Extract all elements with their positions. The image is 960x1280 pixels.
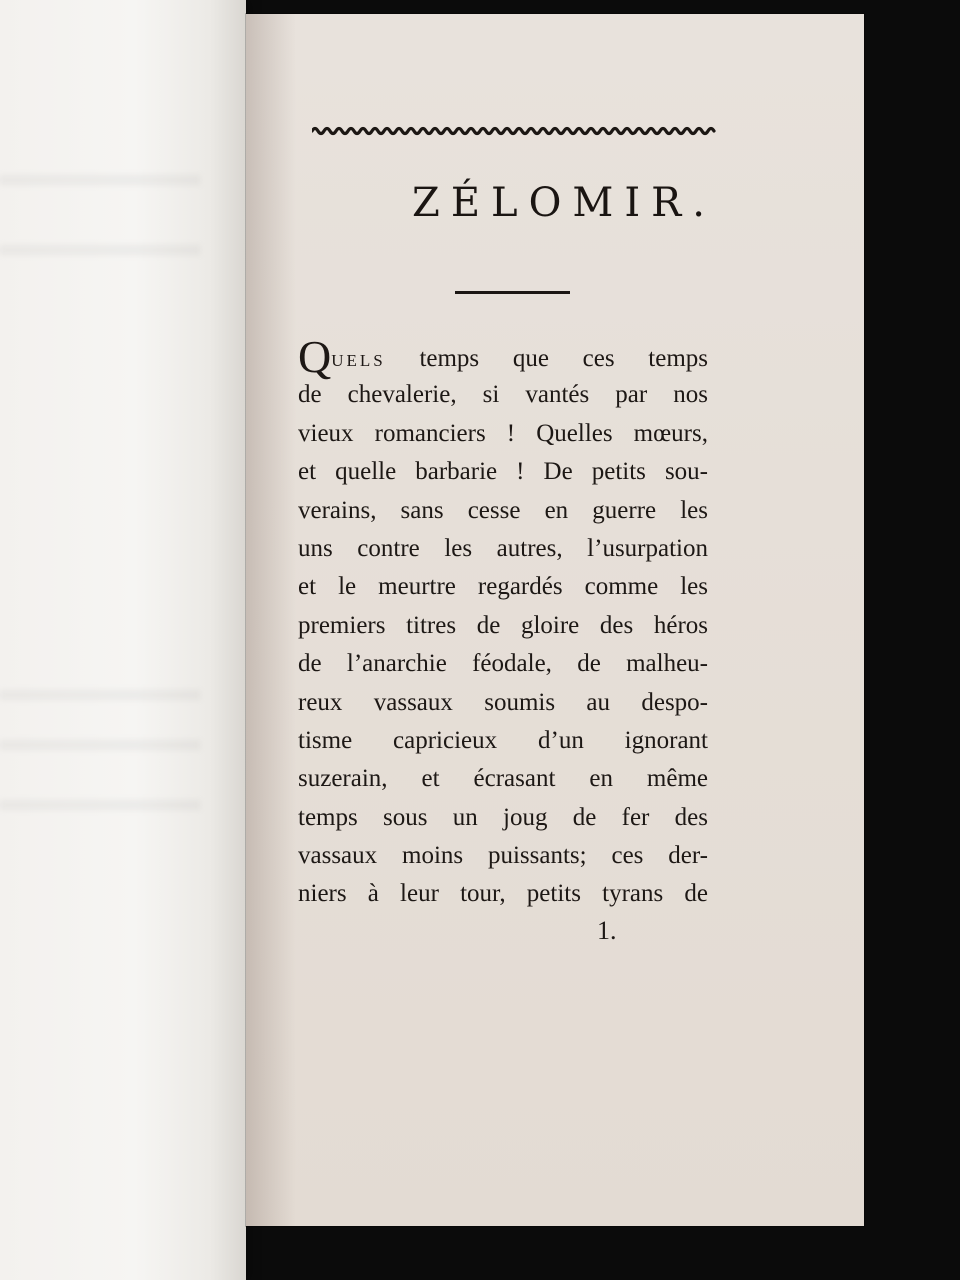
show-through-text <box>0 690 200 700</box>
show-through-text <box>0 740 200 750</box>
text-line: de l’anarchie féodale, de malheu- <box>298 650 708 678</box>
text-line: suzerain, et écrasant en même <box>298 765 708 793</box>
ornamental-border <box>312 124 716 138</box>
left-page <box>0 0 246 1280</box>
text-line: verains, sans cesse en guerre les <box>298 496 708 524</box>
text-line: de chevalerie, si vantés par nos <box>298 381 708 409</box>
first-line-text: temps que ces temps <box>419 345 708 372</box>
page-number: 1. <box>597 916 617 945</box>
text-line <box>298 331 708 382</box>
show-through-text <box>0 800 200 810</box>
text-line: vassaux moins puissants; ces der- <box>298 842 708 870</box>
title-rule <box>455 291 570 294</box>
drop-cap: Q <box>298 331 332 382</box>
text-line: niers à leur tour, petits tyrans de <box>298 880 708 908</box>
show-through-text <box>0 175 200 185</box>
text-line: tisme capricieux d’un ignorant <box>298 726 708 754</box>
text-line: vieux romanciers ! Quelles mœurs, <box>298 419 708 447</box>
show-through-text <box>0 245 200 255</box>
small-caps-word: UELS <box>331 351 386 370</box>
text-line: premiers titres de gloire des héros <box>298 611 708 639</box>
text-line: et quelle barbarie ! De petits sou- <box>298 458 708 486</box>
text-line: uns contre les autres, l’usurpation <box>298 534 708 562</box>
text-line: temps sous un joug de fer des <box>298 803 708 831</box>
text-line: et le meurtre regardés comme les <box>298 573 708 601</box>
text-line: reux vassaux soumis au despo- <box>298 688 708 716</box>
body-text <box>298 331 708 914</box>
chapter-title: ZÉLOMIR. <box>412 180 716 226</box>
